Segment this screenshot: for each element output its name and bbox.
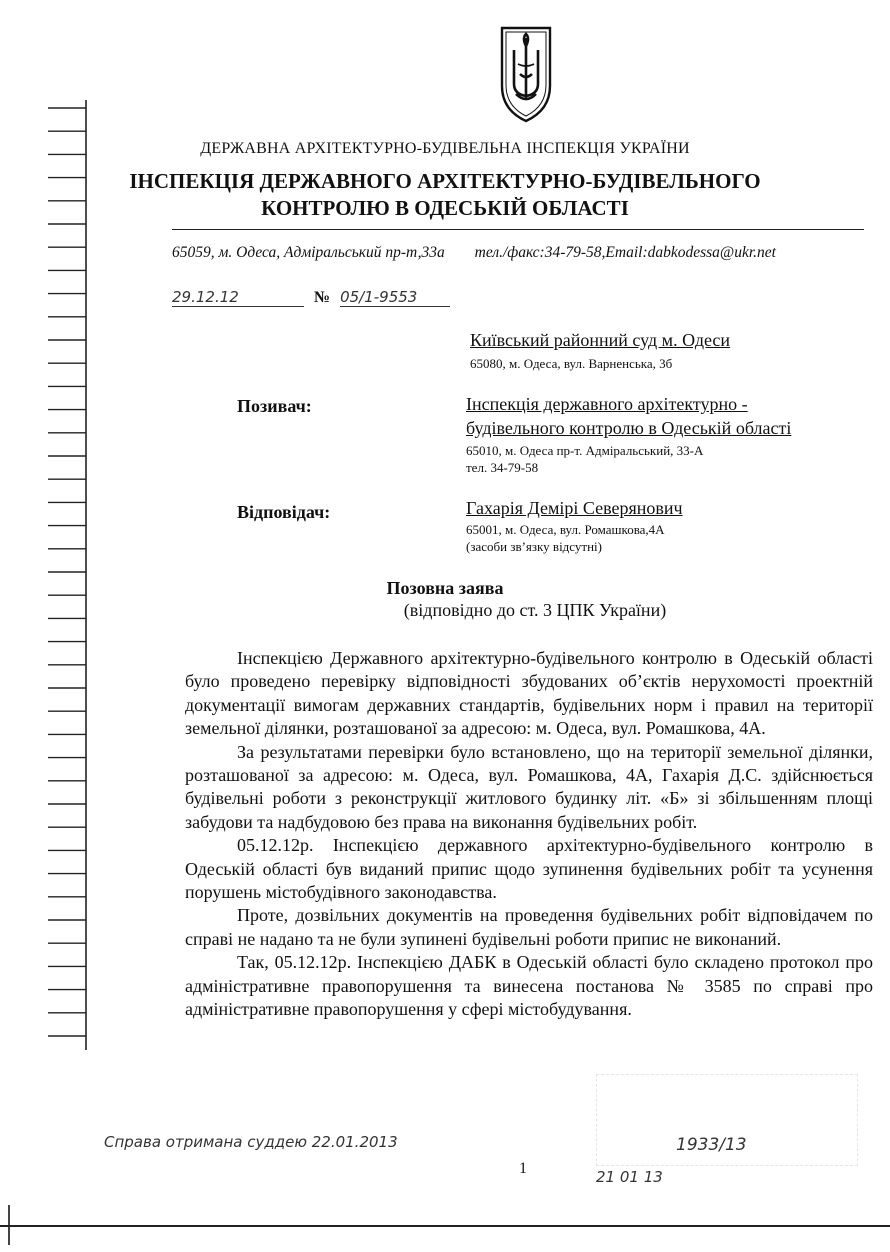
plaintiff-name [466,392,791,440]
defendant-label: Відповідач: [237,502,331,522]
addressee-court: Київський районний суд м. Одеси [470,330,731,350]
reference-date: 29.12.12 [172,288,304,307]
outgoing-reference [172,288,450,307]
handwritten-registry-number: 1933/13 [676,1135,747,1155]
plaintiff-phone: тел. 34-79-58 [466,460,539,475]
body-paragraph: 05.12.12р. Інспекцією державного архітектурно-будівельного контролю в Одеській області був виданий припис щодо зупинення будівельних робіт та усунення порушень містобудівного законодавства. [185,835,873,903]
letterhead-address: 65059, м. Одеса, Адміральський пр-т,33а [172,244,445,261]
claim-body [185,647,873,1022]
body-paragraph: Проте, дозвільних документів на проведення будівельних робіт відповідачем по справі не надано та не були зупинені будівельні роботи припис не виконаний. [185,905,873,949]
body-paragraph: Інспекцією Державного архітектурно-будівельного контролю в Одеській області було проведено перевірку відповідності збудованих об’єктів нерухомості проектній документації вимогам державних стандартів, будівельних норм і правил на території земельної ділянки, розташованої за адресою: м. Одеса, вул. Ромашкова, 4А. [185,648,873,739]
header-divider [172,229,864,230]
page-number: 1 [519,1160,527,1177]
handwritten-registry-date: 21 01 13 [596,1168,663,1186]
plaintiff-name-line2: будівельного контролю в Одеській області [466,418,792,438]
reference-number: 05/1-9553 [340,288,450,307]
letterhead-contacts [172,244,776,262]
agency-title: ДЕРЖАВНА АРХІТЕКТУРНО-БУДІВЕЛЬНА ІНСПЕКЦІЯ УКРАЇНИ [200,140,690,157]
inspection-title [0,168,890,222]
handwritten-received-note: Справа отримана суддею 22.01.2013 [104,1133,398,1151]
trident-coat-of-arms-icon [496,24,556,124]
inspection-title-line1: ІНСПЕКЦІЯ ДЕРЖАВНОГО АРХІТЕКТУРНО-БУДІВЕЛЬНОГО [129,169,761,193]
page-bottom-edge [0,1225,890,1227]
addressee-court-address: 65080, м. Одеса, вул. Варненська, 3б [470,356,673,371]
plaintiff-label: Позивач: [237,396,312,416]
body-paragraph: За результатами перевірки було встановлено, що на території земельної ділянки, розташованої за адресою: м. Одеса, вул. Ромашкова, 4А, Гахарія Д.С. здійснюється будівельні роботи з реконструкції житлового будинку літ. «Б» зі збільшенням площі забудови та надбудовою без права на виконання будівельних робіт. [185,741,873,832]
defendant-note: (засоби зв’язку відсутні) [466,539,602,554]
defendant-details [466,521,665,555]
plaintiff-address: 65010, м. Одеса пр-т. Адміральський, 33-А [466,443,704,458]
reference-number-label: № [314,289,331,306]
plaintiff-details [466,442,703,476]
inspection-title-line2: КОНТРОЛЮ В ОДЕСЬКІЙ ОБЛАСТІ [261,196,629,220]
margin-ruler [28,100,88,1050]
letterhead-phone-email: тел./факс:34-79-58,Email:dabkodessa@ukr.net [474,244,776,261]
plaintiff-name-line1: Інспекція державного архітектурно - [466,394,748,414]
defendant-name: Гахарія Демірі Северянович [466,498,683,518]
document-title: Позовна заява [386,578,504,598]
body-paragraph: Так, 05.12.12р. Інспекцією ДАБК в Одеській області було складено протокол про адміністративне правопорушення та винесена постанова № 3585 по справі про адміністративне правопорушення у сфері містобудування. [185,952,873,1020]
defendant-address: 65001, м. Одеса, вул. Ромашкова,4А [466,522,665,537]
document-subtitle: (відповідно до ст. 3 ЦПК України) [403,600,667,620]
